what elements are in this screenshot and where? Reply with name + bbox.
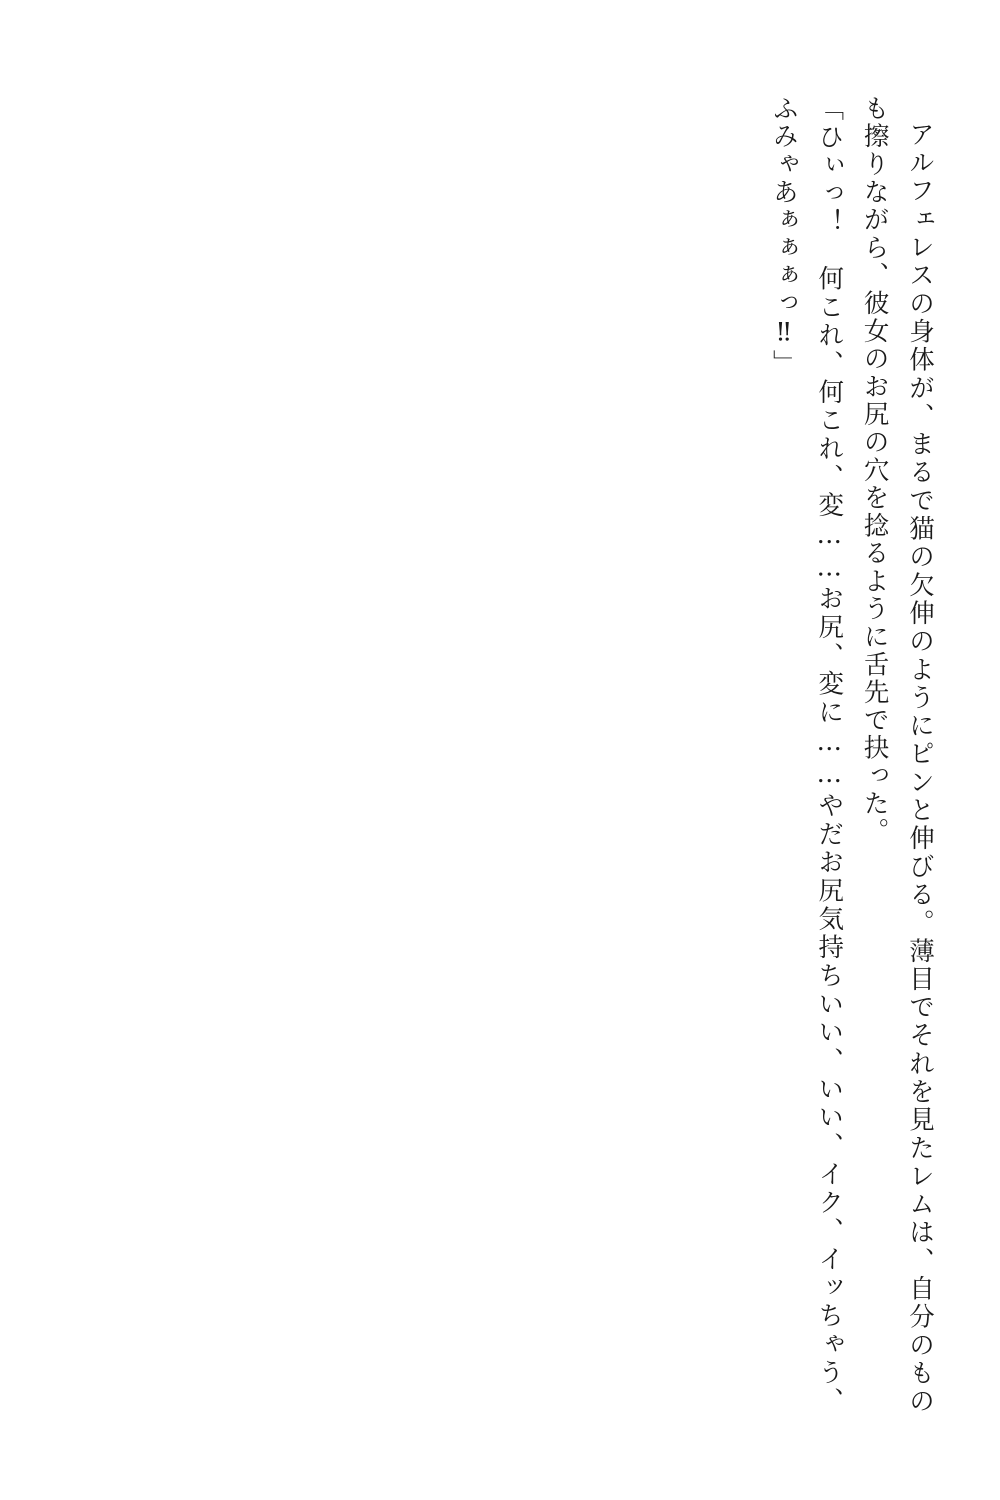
vertical-text-body — [761, 95, 943, 1415]
paragraph-1: アルフェレスの身体が、まるで猫の欠伸のようにピンと伸びる。薄目でそれを見たレムは、自分のものも擦りながら、彼女のお尻の穴を捻るように舌先で抉った。 — [859, 95, 935, 1415]
paragraph-2: 「ひぃっ！ 何これ、何これ、変……お尻、変に……やだお尻気持ちいい、いい、イク、イッちゃう、ふみゃあぁぁぁっ‼」 — [768, 95, 845, 1415]
